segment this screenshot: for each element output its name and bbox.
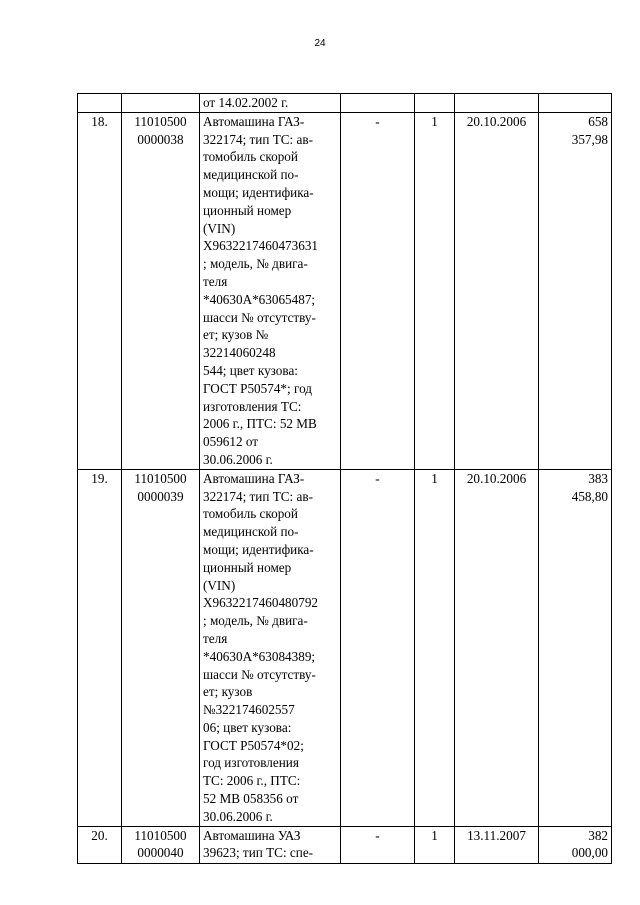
cell-description: Автомашина ГАЗ- 322174; тип ТС: ав- томобиль скорой медицинской по- мощи; идентифика- ционный номер (VIN) X9632217460480792 ; модель, № двига- теля *40630А*63084389; шасси № отсутству- ет; кузов №322174602557 06; цвет кузова: ГОСТ Р50574*02; год изготовления ТС: 2006 г., ПТС: 52 МВ 058356 от 30.06.2006 г. bbox=[200, 469, 341, 826]
cell-qty: 1 bbox=[415, 112, 455, 469]
cell-mid bbox=[341, 94, 415, 113]
cell-code bbox=[122, 94, 200, 113]
cell-amount: 382 000,00 bbox=[539, 826, 612, 863]
cell-date: 20.10.2006 bbox=[455, 112, 539, 469]
inventory-table bbox=[77, 93, 612, 864]
cell-date: 13.11.2007 bbox=[455, 826, 539, 863]
cell-mid: - bbox=[341, 469, 415, 826]
cell-qty: 1 bbox=[415, 469, 455, 826]
cell-qty bbox=[415, 94, 455, 113]
cell-description: от 14.02.2002 г. bbox=[200, 94, 341, 113]
page-number: 24 bbox=[314, 38, 326, 49]
cell-mid: - bbox=[341, 112, 415, 469]
table-row bbox=[78, 112, 612, 469]
cell-num: 19. bbox=[78, 469, 122, 826]
cell-code: 11010500 0000040 bbox=[122, 826, 200, 863]
cell-code: 11010500 0000039 bbox=[122, 469, 200, 826]
cell-qty: 1 bbox=[415, 826, 455, 863]
cell-num: 20. bbox=[78, 826, 122, 863]
cell-num bbox=[78, 94, 122, 113]
cell-date: 20.10.2006 bbox=[455, 469, 539, 826]
cell-mid: - bbox=[341, 826, 415, 863]
cell-amount: 658 357,98 bbox=[539, 112, 612, 469]
cell-date bbox=[455, 94, 539, 113]
cell-description: Автомашина УАЗ 39623; тип ТС: спе- bbox=[200, 826, 341, 863]
table-row bbox=[78, 826, 612, 863]
cell-description: Автомашина ГАЗ- 322174; тип ТС: ав- томобиль скорой медицинской по- мощи; идентифика- ционный номер (VIN) X9632217460473631 ; модель, № двига- теля *40630А*63065487; шасси № отсутству- ет; кузов № 32214060248 544; цвет кузова: ГОСТ Р50574*; год изготовления ТС: 2006 г., ПТС: 52 МВ 059612 от 30.06.2006 г. bbox=[200, 112, 341, 469]
table-row-continuation bbox=[78, 94, 612, 113]
cell-num: 18. bbox=[78, 112, 122, 469]
cell-code: 11010500 0000038 bbox=[122, 112, 200, 469]
table-row bbox=[78, 469, 612, 826]
cell-amount: 383 458,80 bbox=[539, 469, 612, 826]
cell-amount bbox=[539, 94, 612, 113]
